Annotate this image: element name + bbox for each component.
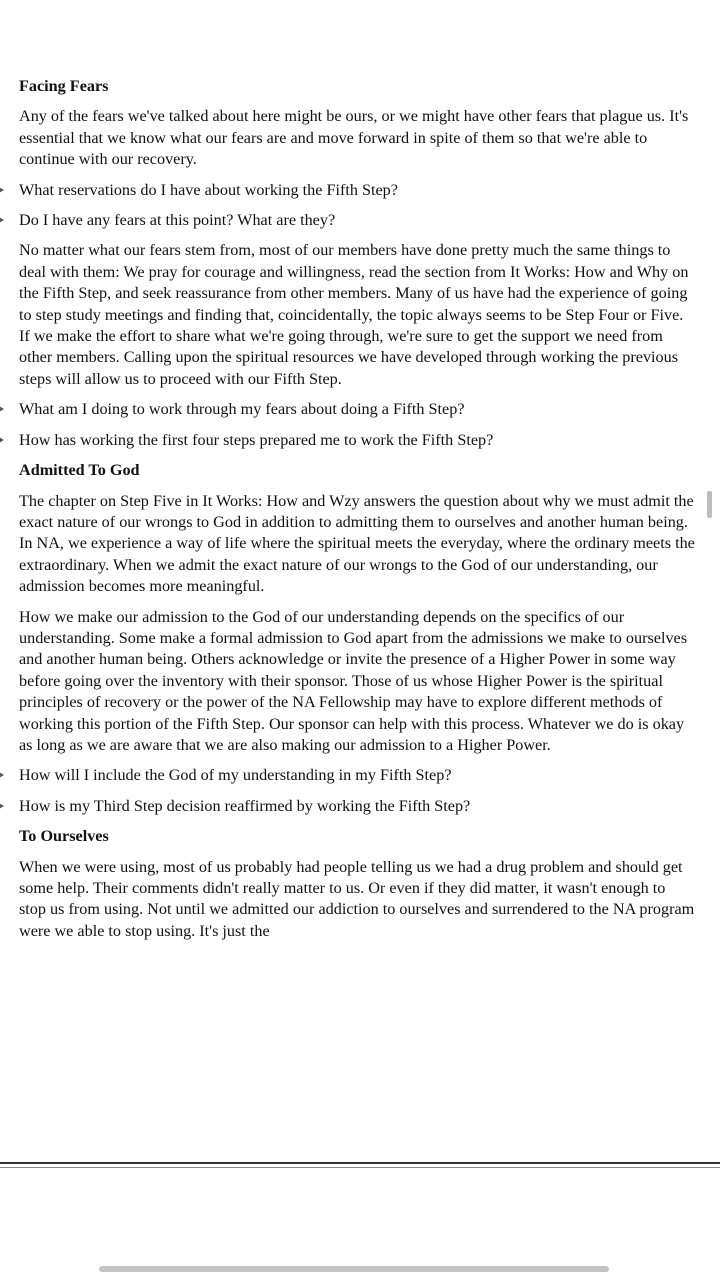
question-text: How will I include the God of my understanding in my Fifth Step? <box>19 766 452 785</box>
bullet-arrow-icon <box>0 406 4 412</box>
bullet-arrow-icon <box>0 772 4 778</box>
question-item <box>19 399 695 420</box>
page-divider-shadow <box>0 1167 720 1168</box>
home-indicator-bar[interactable] <box>99 1266 609 1272</box>
question-item <box>19 430 695 451</box>
bullet-arrow-icon <box>0 803 4 809</box>
paragraph-admitted-1: The chapter on Step Five in It Works: How and Wzy answers the question about why we must admit the exact nature of our wrongs to God in addition to admitting them to ourselves and another human being. In NA, we experience a way of life where the spiritual meets the everyday, where the ordinary meets the extraordinary. When we admit the exact nature of our wrongs to the God of our understanding, our admission becomes more meaningful. <box>19 491 695 596</box>
question-text: What am I doing to work through my fears about doing a Fifth Step? <box>19 400 465 419</box>
question-item <box>19 796 695 817</box>
question-item <box>19 180 695 201</box>
paragraph-facing-fears-intro: Any of the fears we've talked about here might be ours, or we might have other fears that plague us. It's essential that we know what our fears are and move forward in spite of them so that we're able to continue with our recovery. <box>19 107 689 169</box>
paragraph-admitted-2: How we make our admission to the God of our understanding depends on the specifics of our understanding. Some make a formal admission to God apart from the admissions we make to ourselves and another human being. Others acknowledge or invite the presence of a Higher Power in some way before going over the inventory with their sponsor. Those of us whose Higher Power is the spiritual principles of recovery or the power of the NA Fellowship may have to explore different methods of working this portion of the Fifth Step. Our sponsor can help with this process. Whatever we do is okay as long as we are aware that we are also making our admission to a Higher Power. <box>19 607 688 754</box>
document-content <box>19 76 695 951</box>
question-item <box>19 765 695 786</box>
question-text: What reservations do I have about working the Fifth Step? <box>19 180 398 199</box>
section-heading-admitted-to-god: Admitted To God <box>19 461 140 480</box>
question-text: How has working the first four steps prepared me to work the Fifth Step? <box>19 430 494 449</box>
question-item <box>19 210 695 231</box>
bullet-arrow-icon <box>0 187 4 193</box>
paragraph-to-ourselves-1: When we were using, most of us probably had people telling us we had a drug problem and should get some help. Their comments didn't really matter to us. Or even if they did matter, it wasn't enough to stop us from using. Not until we admitted our addiction to ourselves and surrendered to the NA program were we able to stop using. It's just the <box>19 857 695 940</box>
question-text: Do I have any fears at this point? What are they? <box>19 211 336 230</box>
paragraph-facing-fears-body: No matter what our fears stem from, most of our members have done pretty much the same things to deal with them: We pray for courage and willingness, read the section from It Works: How and Why on the Fifth Step, and seek reassurance from other members. Many of us have had the experience of going to step study meetings and finding that, coincidentally, the topic always seems to be Step Four or Five. If we make the effort to share what we're going through, we're sure to get the support we need from other members. Calling upon the spiritual resources we have developed through working the previous steps will allow us to proceed with our Fifth Step. <box>19 241 689 388</box>
bullet-arrow-icon <box>0 437 4 443</box>
page-divider <box>0 1162 720 1164</box>
section-heading-to-ourselves: To Ourselves <box>19 827 109 846</box>
bullet-arrow-icon <box>0 217 4 223</box>
section-heading-facing-fears: Facing Fears <box>19 77 109 95</box>
scrollbar-thumb[interactable] <box>707 491 712 518</box>
question-text: How is my Third Step decision reaffirmed by working the Fifth Step? <box>19 796 471 815</box>
